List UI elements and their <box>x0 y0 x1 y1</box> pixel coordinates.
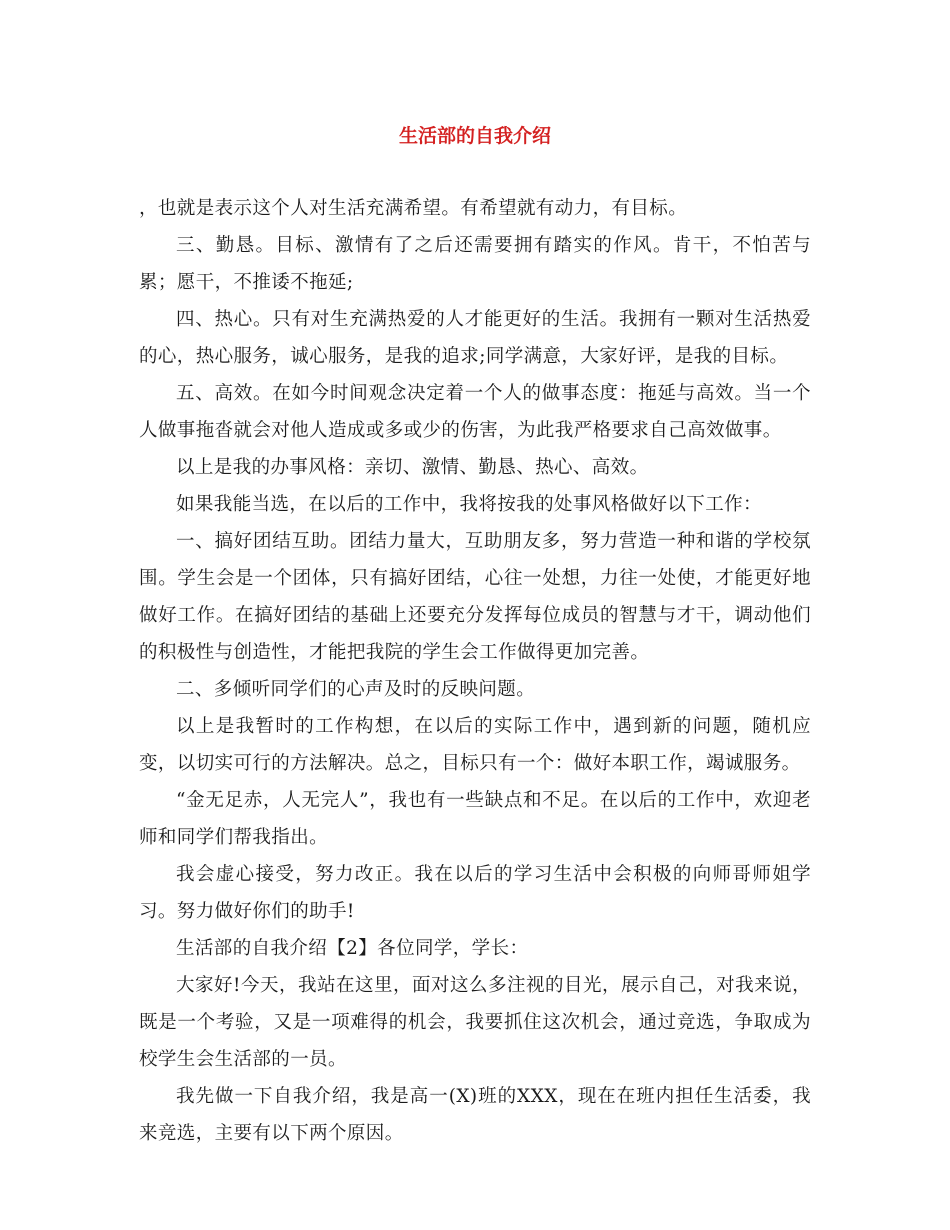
document-title: 生活部的自我介绍 <box>398 125 551 147</box>
paragraph: ，也就是表示这个人对生活充满希望。有希望就有动力，有目标。 <box>139 198 688 219</box>
paragraph: “金无足赤，人无完人”，我也有一些缺点和不足。在以后的工作中，欢迎老师和同学们帮我指出。 <box>139 790 811 848</box>
paragraph: 生活部的自我介绍【2】各位同学，学长： <box>176 938 529 959</box>
paragraph: 以上是我的办事风格：亲切、激情、勤恳、热心、高效。 <box>176 457 649 478</box>
document-body <box>139 190 811 1152</box>
paragraph: 二、多倾听同学们的心声及时的反映问题。 <box>176 679 536 700</box>
paragraph: 一、搞好团结互助。团结力量大，互助朋友多，努力营造一种和谐的学校氛围。学生会是一个团体，只有搞好团结，心往一处想，力往一处使，才能更好地做好工作。在搞好团结的基础上还要充分发挥每位成员的智慧与才干，调动他们的积极性与创造性，才能把我院的学生会工作做得更加完善。 <box>139 531 811 663</box>
paragraph: 如果我能当选，在以后的工作中，我将按我的处事风格做好以下工作： <box>176 494 762 515</box>
paragraph: 以上是我暂时的工作构想，在以后的实际工作中，遇到新的问题，随机应变，以切实可行的方法解决。总之，目标只有一个：做好本职工作，竭诚服务。 <box>139 716 811 774</box>
paragraph: 大家好!今天，我站在这里，面对这么多注视的目光，展示自己，对我来说，既是一个考验，又是一项难得的机会，我要抓住这次机会，通过竞选，争取成为校学生会生活部的一员。 <box>139 975 811 1070</box>
paragraph: 五、高效。在如今时间观念决定着一个人的做事态度：拖延与高效。当一个人做事拖沓就会对他人造成或多或少的伤害，为此我严格要求自己高效做事。 <box>139 383 811 441</box>
paragraph: 我先做一下自我介绍，我是高一(X)班的XXX，现在在班内担任生活委，我来竞选，主要有以下两个原因。 <box>139 1086 811 1144</box>
paragraph: 四、热心。只有对生充满热爱的人才能更好的生活。我拥有一颗对生活热爱的心，热心服务，诚心服务，是我的追求;同学满意，大家好评，是我的目标。 <box>139 309 811 367</box>
paragraph: 我会虚心接受，努力改正。我在以后的学习生活中会积极的向师哥师姐学习。努力做好你们的助手! <box>139 864 811 922</box>
paragraph: 三、勤恳。目标、激情有了之后还需要拥有踏实的作风。肯干，不怕苦与累；愿干，不推诿不拖延; <box>139 235 811 293</box>
